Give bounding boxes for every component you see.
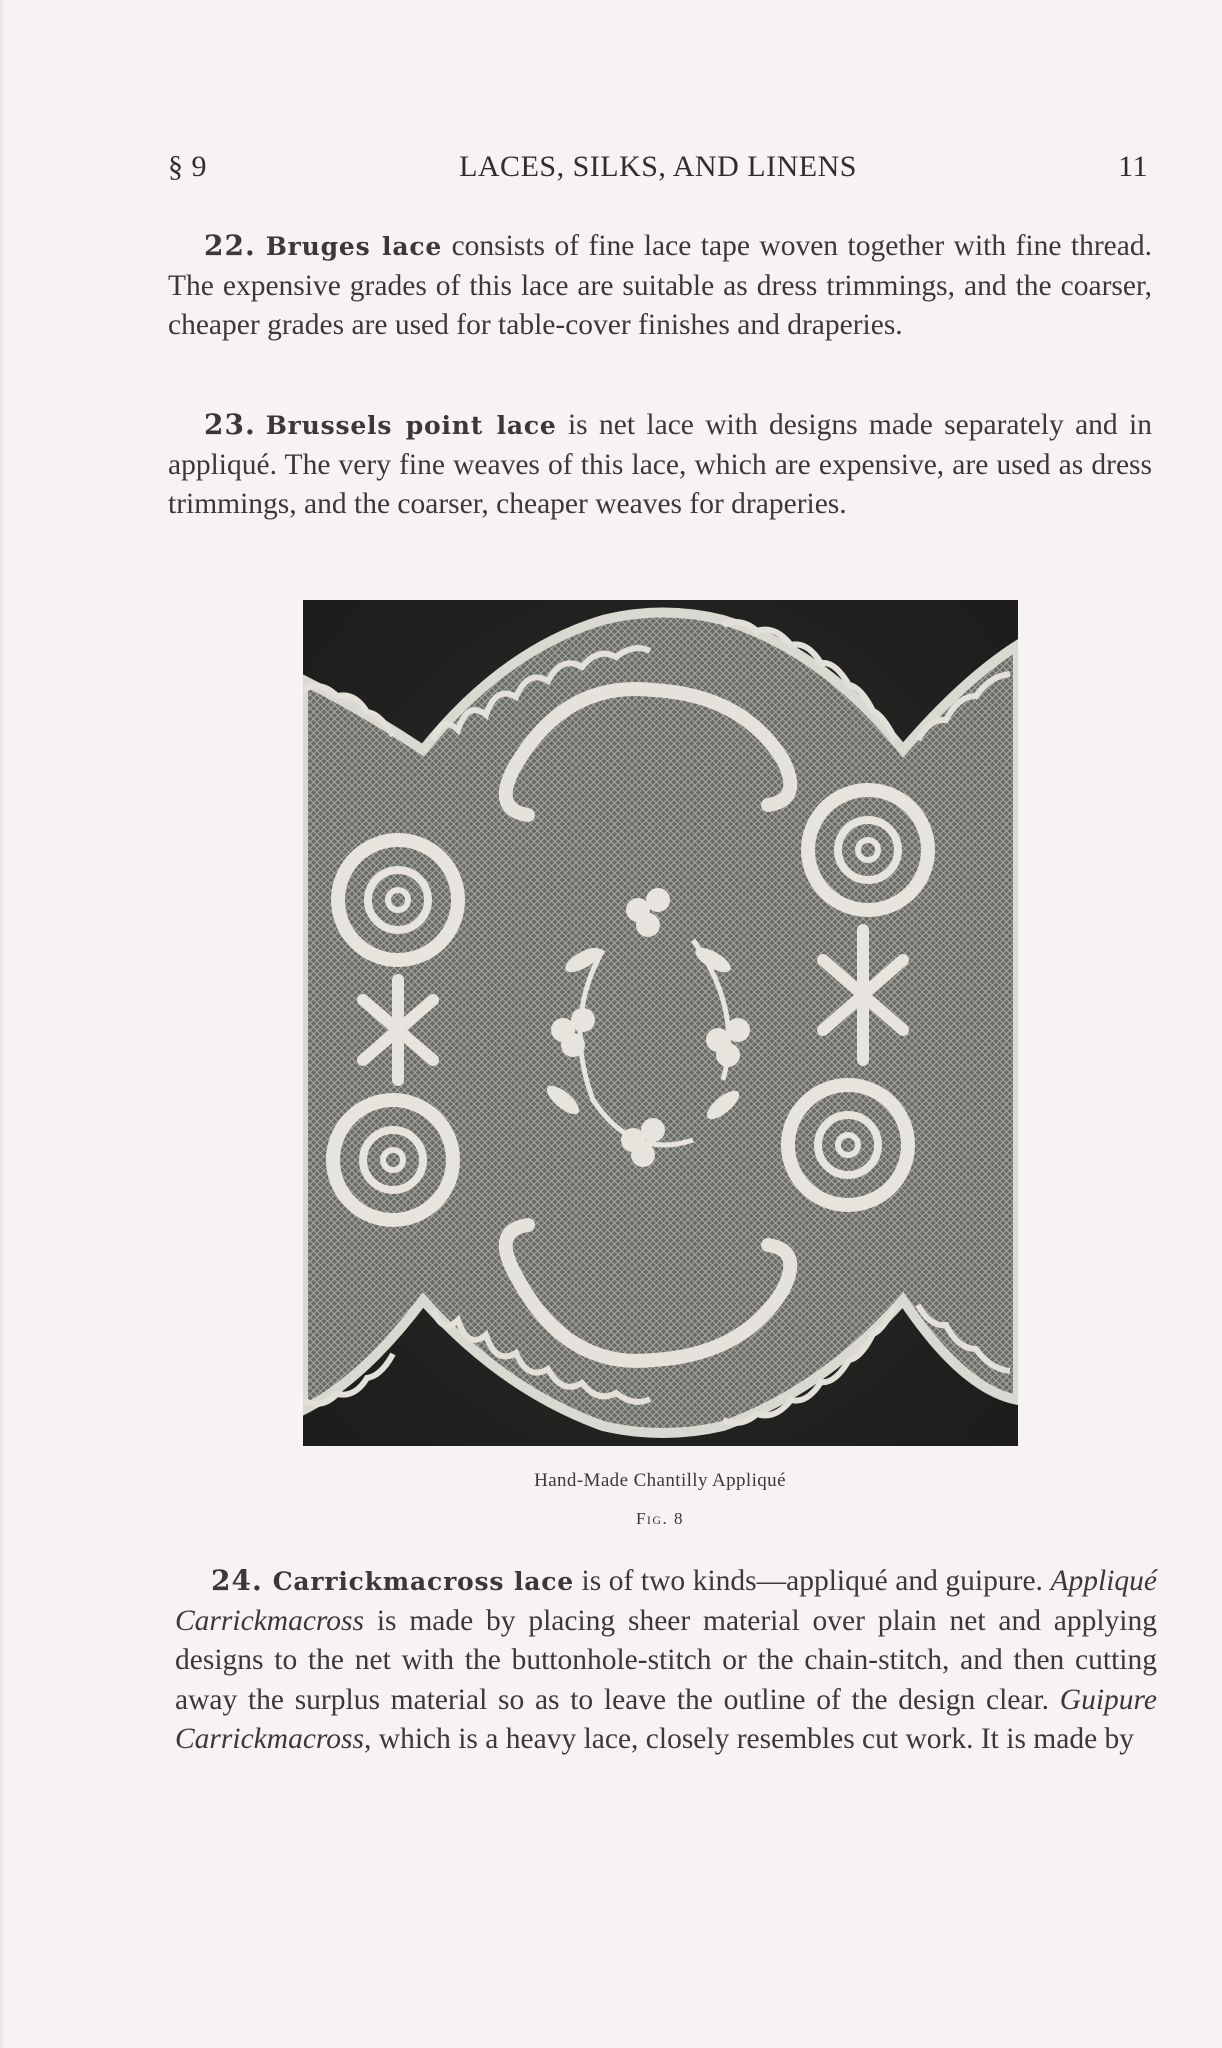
section-mark: § 9: [168, 150, 207, 183]
page-number: 11: [1118, 150, 1148, 183]
paragraph-text: which is a heavy lace, closely resembles cut work. It is made by: [371, 1723, 1135, 1755]
paragraph-text: is made by placing sheer material over plain net and applying designs to the net with the buttonhole-stitch or the chain-stitch, and then cutting away the surplus material so as to leave the outline of the design clear.: [175, 1604, 1157, 1716]
paragraph-number: 24.: [211, 1564, 263, 1597]
page-edge-shadow: [0, 0, 6, 2048]
lace-photograph: [303, 600, 1018, 1446]
paragraph-23: [168, 405, 1152, 525]
figure-label: Fig. 8: [635, 1509, 685, 1528]
paragraph-24: [175, 1561, 1157, 1760]
figure-caption: Hand-Made Chantilly Appliqué: [534, 1470, 786, 1491]
paragraph-text: is of two kinds—appliqué and guipure.: [573, 1565, 1051, 1597]
paragraph-term: Brussels point lace: [265, 411, 557, 440]
running-title: LACES, SILKS, AND LINENS: [459, 150, 857, 183]
paragraph-term: Bruges lace: [265, 232, 443, 261]
paragraph-number: 23.: [204, 408, 256, 441]
italic-term: Appliqué Carrickmacross: [175, 1565, 1157, 1637]
paragraph-text: consists of fine lace tape woven together with fine thread. The expensive grades of this lace are suitable as dress trimmings, and the coarser, cheaper grades are used for table-cover finishes and draperies.: [168, 230, 1152, 341]
paragraph-number: 22.: [204, 229, 256, 262]
running-header: [168, 150, 1148, 190]
paragraph-term: Carrickmacross lace: [272, 1567, 574, 1596]
paragraph-22: [168, 226, 1152, 346]
italic-term: Guipure Carrickmacross,: [175, 1683, 1157, 1755]
lace-figure-image: [303, 600, 1018, 1446]
paragraph-text: is net lace with designs made separately and in appliqué. The very fine weaves of this lace, which are expensive, are used as dress trimmings, and the coarser, cheaper weaves for draperies.: [168, 409, 1152, 520]
